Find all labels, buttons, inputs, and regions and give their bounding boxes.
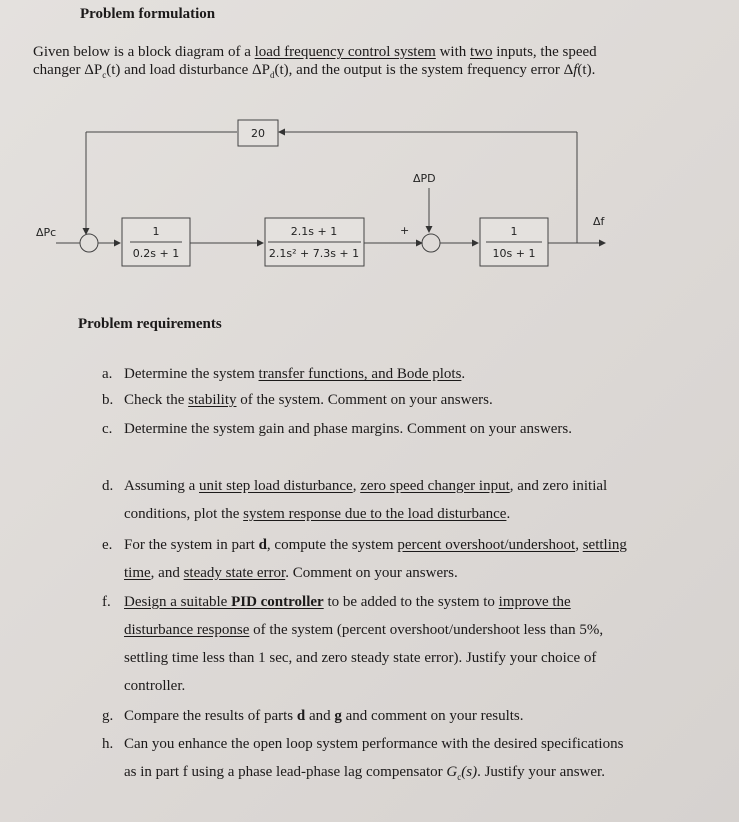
summing-junction-1 xyxy=(80,234,98,252)
summing-junction-2 xyxy=(422,234,440,252)
plus-sign: + xyxy=(400,224,410,237)
intro-line-1: Given below is a block diagram of a load frequency control system with two inputs, the speed xyxy=(33,44,597,60)
disturbance-label: ΔPD xyxy=(413,172,436,185)
document-page: Problem formulation Given below is a block diagram of a load frequency control system with two inputs, the speed changer $\Delta P_c(t)$ and load disturbance $\Delta P_d(t)$, and the output is the system frequency error Δf(t). 1 0.2s + 1 2.1s + 1 2.1s² + 7.3s + 1 1 10s + 1 20 ΔPc ΔPD Δf + Problem requirements a. Determine the system transfer functions, and Bode plots. b. Check the stability of the system. Comment on your answers. c. Determine the system gain and phase margins. Comment on your answers. d. Assuming a unit step load disturbance, zero speed changer input, and zero initial conditions, plot the system response due to the load disturbance. e. For the system in part d, compute the system percent overshoot/undershoot, settling time, and steady state error. Comment on your answers. f. Design a suitable PID controller to be added to the system to improve the disturbance response of the system (percent overshoot/undershoot less than 5%, settling time less than 1 sec, and zero steady state error). Justify your choice of controller. g. Compare the results of parts d and g and comment on your results. h. Can you enhance the open loop system performance with the desired specifications as in part f using a phase lead-phase lag compensator $G_c(s)$. Justify your answer. xyxy=(0,0,739,822)
intro-line-2: changer $\Delta P_c(t)$ and load disturbance $\Delta P_d(t)$, and the output is the system frequency error Δf(t). xyxy=(33,62,596,80)
block3-denominator: 10s + 1 xyxy=(492,247,536,260)
block-diagram xyxy=(0,110,739,290)
output-label: Δf xyxy=(593,215,605,228)
feedback-gain-value: 20 xyxy=(251,127,265,140)
lfc-system-term: load frequency control system xyxy=(254,44,436,60)
block2-numerator: 2.1s + 1 xyxy=(290,225,338,238)
block1-numerator: 1 xyxy=(152,225,160,238)
requirements-heading: Problem requirements xyxy=(78,316,222,332)
block2-denominator: 2.1s² + 7.3s + 1 xyxy=(268,247,360,260)
intro-paragraph xyxy=(33,43,723,84)
block3-numerator: 1 xyxy=(510,225,518,238)
block1-denominator: 0.2s + 1 xyxy=(132,247,180,260)
formulation-heading: Problem formulation xyxy=(80,6,216,22)
input-label: ΔPc xyxy=(36,226,57,239)
